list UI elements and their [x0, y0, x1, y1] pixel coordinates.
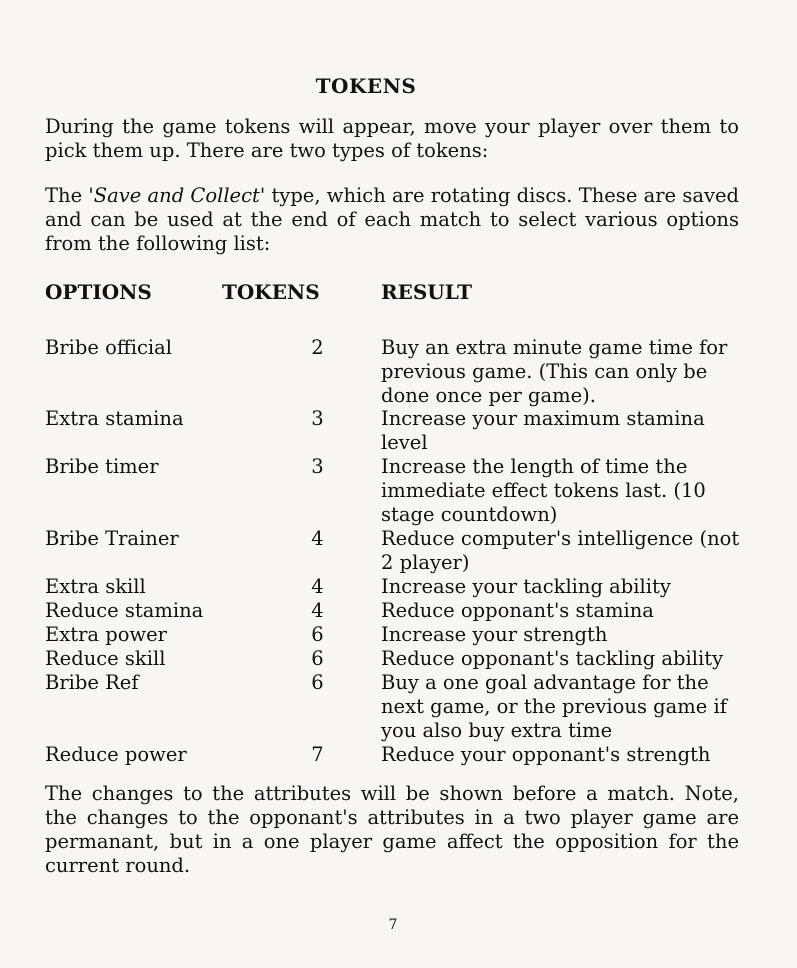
- row-option: Extra power: [45, 623, 167, 646]
- row-tokens: 6: [311, 623, 324, 646]
- save-collect-italic: 'Save and Collect': [88, 184, 266, 207]
- header-tokens: TOKENS: [222, 280, 320, 304]
- row-option: Bribe timer: [45, 455, 159, 478]
- table-row: [45, 671, 741, 743]
- table-row: [45, 407, 741, 455]
- row-tokens: 7: [311, 743, 324, 766]
- row-result: Increase your maximum stamina level: [381, 407, 705, 454]
- row-tokens: 6: [311, 671, 324, 694]
- closing-paragraph: The changes to the attributes will be shown before a match. Note, the changes to the opponant's attributes in a two player game are permanant, but in a one player game affect the opposition for the current round.: [45, 782, 739, 877]
- table-row: [45, 527, 741, 575]
- row-option: Bribe Trainer: [45, 527, 179, 550]
- row-result: Reduce your opponant's strength: [381, 743, 711, 766]
- row-tokens: 4: [311, 599, 324, 622]
- row-tokens: 4: [311, 527, 324, 550]
- row-result: Buy an extra minute game time for previous game. (This can only be done once per game).: [381, 336, 728, 407]
- row-tokens: 4: [311, 575, 324, 598]
- row-result: Reduce opponant's stamina: [381, 599, 654, 622]
- page-number: 7: [388, 917, 398, 933]
- row-result: Increase your strength: [381, 623, 608, 646]
- table-row: [45, 743, 741, 767]
- row-option: Reduce power: [45, 743, 187, 766]
- row-option: Bribe Ref: [45, 671, 139, 694]
- options-table: [45, 280, 745, 766]
- table-row: [45, 336, 741, 408]
- row-option: Reduce skill: [45, 647, 166, 670]
- save-collect-paragraph: [45, 184, 739, 256]
- row-tokens: 2: [311, 336, 324, 359]
- row-option: Extra stamina: [45, 407, 184, 430]
- table-row: [45, 575, 741, 599]
- row-result: Increase the length of time the immediate effect tokens last. (10 stage countdown): [381, 455, 706, 526]
- table-header: [45, 280, 745, 328]
- save-collect-suffix: type, which are rotating discs. These are saved and can be used at the end of each match to select various options from the following list:: [45, 184, 740, 255]
- table-row: [45, 623, 741, 647]
- table-row: [45, 455, 741, 527]
- page-title: TOKENS: [315, 74, 417, 98]
- row-option: Bribe official: [45, 336, 172, 359]
- row-option: Extra skill: [45, 575, 146, 598]
- header-result: RESULT: [381, 280, 473, 304]
- save-collect-prefix: The: [45, 184, 89, 207]
- row-result: Reduce opponant's tackling ability: [381, 647, 724, 670]
- row-tokens: 6: [311, 647, 324, 670]
- table-row: [45, 647, 741, 671]
- row-option: Reduce stamina: [45, 599, 204, 622]
- table-row: [45, 599, 741, 623]
- header-options: OPTIONS: [45, 280, 152, 304]
- row-result: Buy a one goal advantage for the next game, or the previous game if you also buy extra time: [381, 671, 727, 742]
- row-result: Increase your tackling ability: [381, 575, 671, 598]
- row-tokens: 3: [311, 407, 324, 430]
- row-result: Reduce computer's intelligence (not 2 player): [381, 527, 740, 574]
- row-tokens: 3: [311, 455, 324, 478]
- intro-paragraph: During the game tokens will appear, move your player over them to pick them up. There are two types of tokens:: [45, 115, 739, 162]
